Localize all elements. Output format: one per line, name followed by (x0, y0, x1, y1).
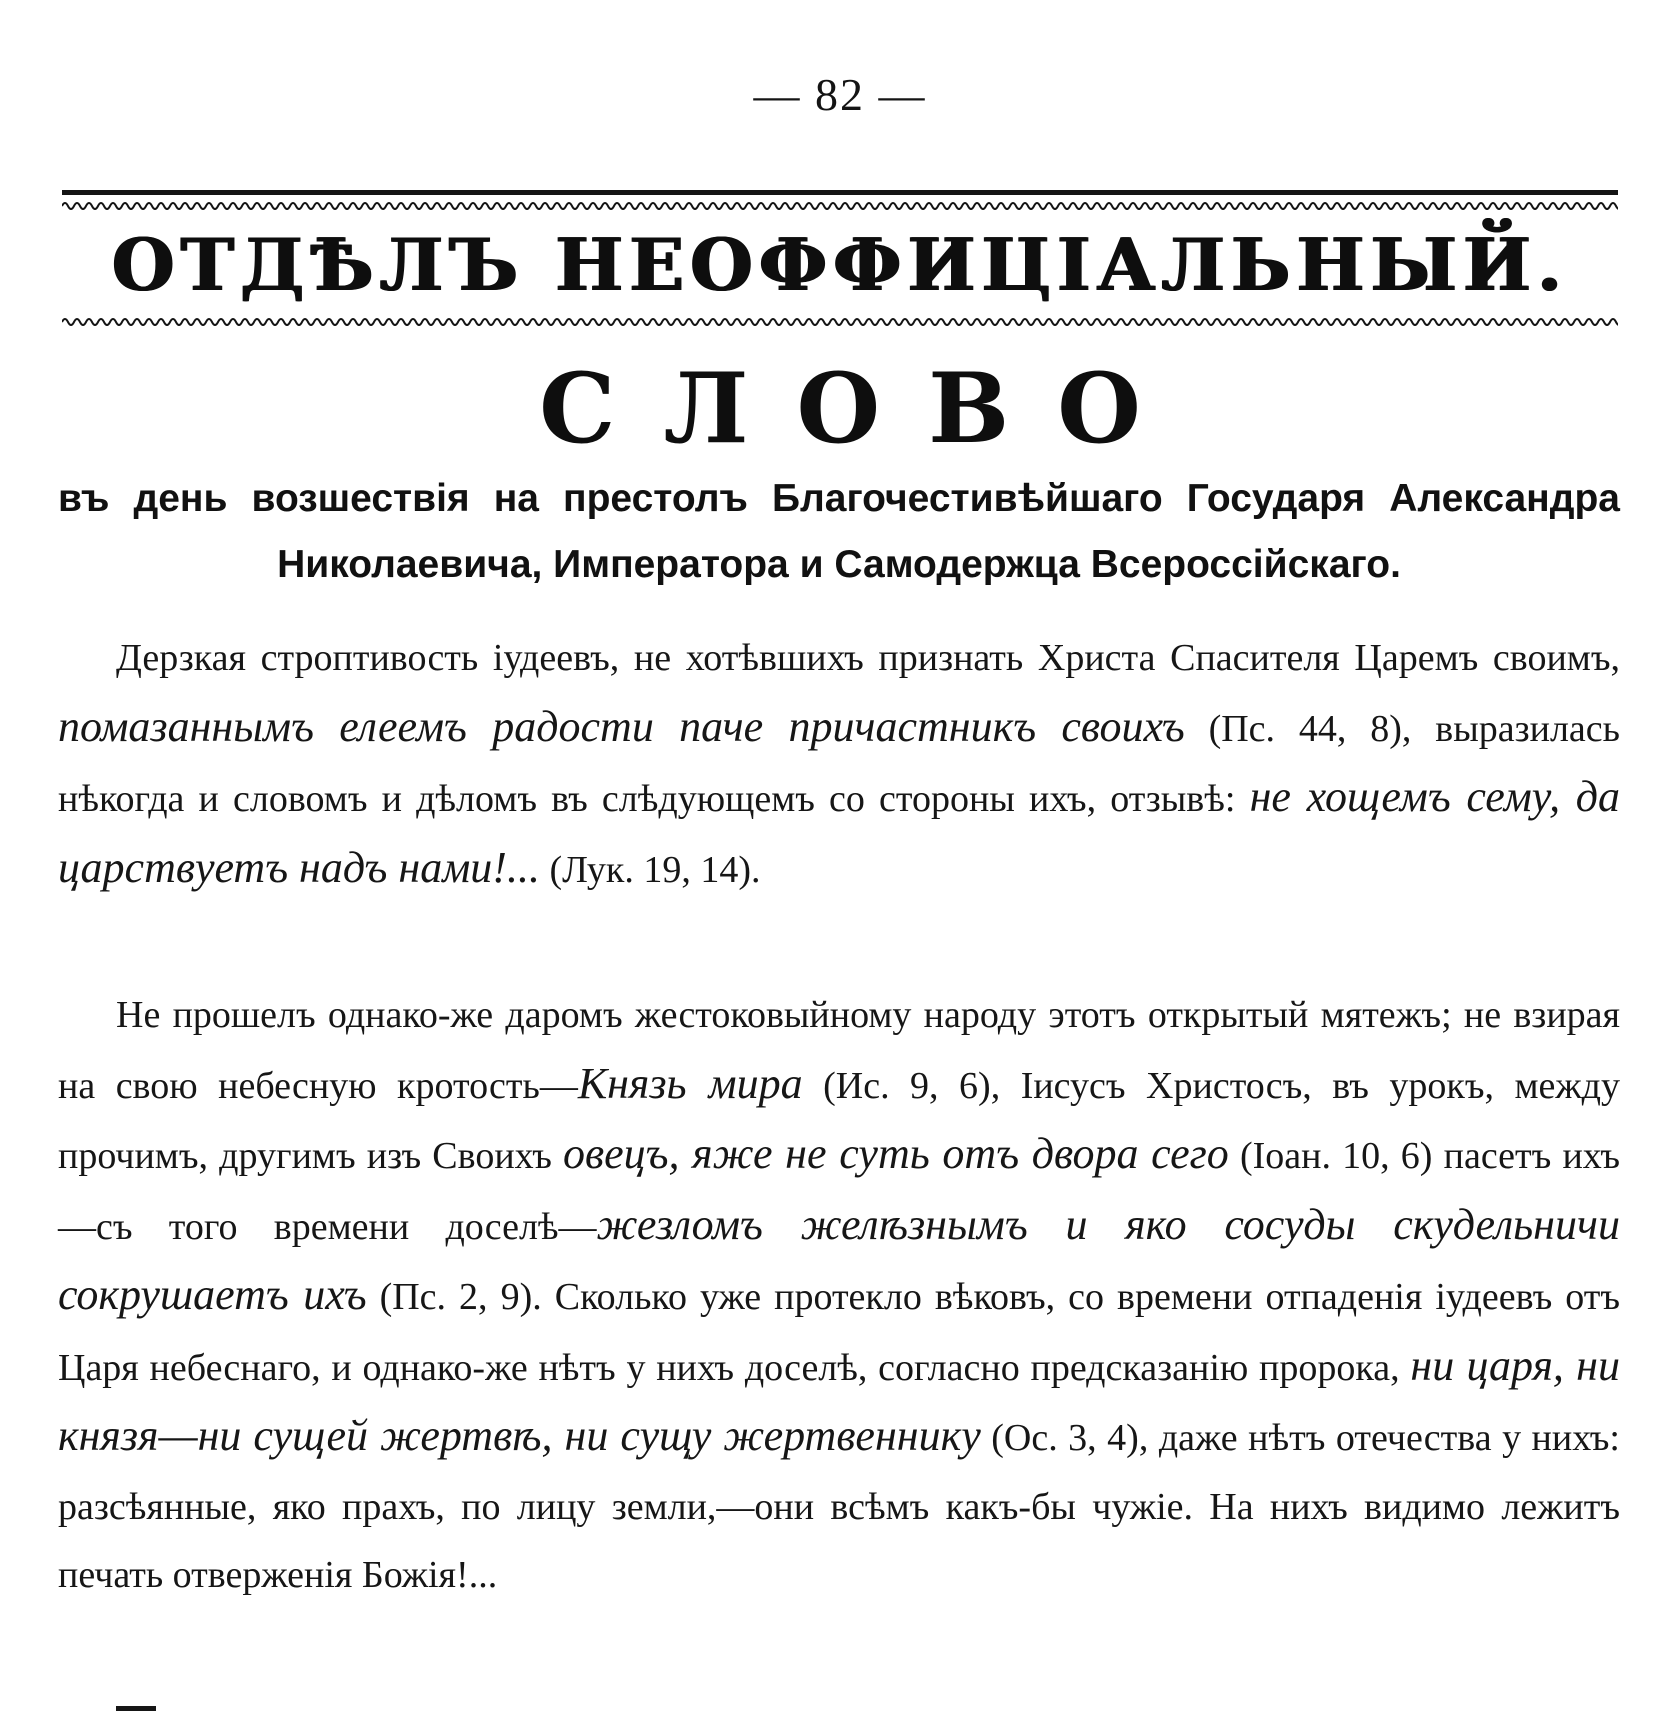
paragraph-1 (58, 624, 1620, 904)
italic-quote: овецъ, яже не суть отъ двора сего (563, 1129, 1229, 1178)
text-run: (Пс. 2, 9). Сколько уже протекло вѣковъ, со времени отпаденія іудеевъ отъ Царя небеснаго, и однако-же нѣтъ у нихъ доселѣ, согласно предсказанію пророка, (58, 1276, 1621, 1389)
text-run: (Ос. 3, 4), даже нѣтъ отечества у нихъ: разсѣянные, яко прахъ, по лицу земли,—они всѣмъ какъ-бы чужіе. На нихъ видимо лежитъ печать отверженія Божія!... (58, 1417, 1620, 1596)
text-run: (Ис. 9, 6), Іисусъ Христосъ, въ урокъ, между прочимъ, другимъ изъ Своихъ (58, 1064, 1620, 1177)
text-run: (Пс. 44, 8), выразилась нѣкогда и словомъ и дѣломъ въ слѣдующемъ со стороны ихъ, отзывѣ: (58, 707, 1620, 820)
section-title: ОТДѢЛЪ НЕОФФИЦІАЛЬНЫЙ. (111, 222, 1569, 307)
text-run: (Лук. 19, 14). (539, 848, 761, 891)
wavy-rule-bottom (62, 316, 1618, 328)
next-paragraph-start (116, 1706, 156, 1730)
text-run: Дерзкая строптивость іудеевъ, не хотѣвшихъ признать Христа Спасителя Царемъ своимъ, (116, 637, 1620, 679)
text-run: Не прошелъ однако-же даромъ жестоковыйному народу этотъ открытый мятежъ; не взирая на свою небесную кротость— (58, 994, 1620, 1107)
paragraph-2 (58, 981, 1620, 1610)
page-number: — 82 — (753, 69, 927, 120)
italic-quote: помазаннымъ елеемъ радости паче причастникъ своихъ (58, 701, 1185, 751)
italic-quote: не хощемъ сему, да царствуетъ надъ нами!... (58, 772, 1621, 892)
italic-quote: Князь мира (577, 1058, 803, 1108)
italic-quote: ни царя, ни князя—ни сущей жертвѣ, ни сущу жертвеннику (58, 1340, 1620, 1460)
sermon-title: СЛОВО (539, 352, 1189, 465)
italic-quote: жезломъ желѣзнымъ и яко сосуды скудельничи сокрушаетъ ихъ (58, 1199, 1620, 1319)
header-rule (62, 190, 1618, 195)
wavy-rule-top (62, 200, 1618, 212)
text-run: (Іоан. 10, 6) пасетъ ихъ—съ того времени доселѣ— (58, 1135, 1620, 1248)
sermon-subtitle: въ день возшествія на престолъ Благочестивѣйшаго Государя Александра Николаевича, Императора и Самодержца Всероссійскаго. (58, 477, 1620, 586)
